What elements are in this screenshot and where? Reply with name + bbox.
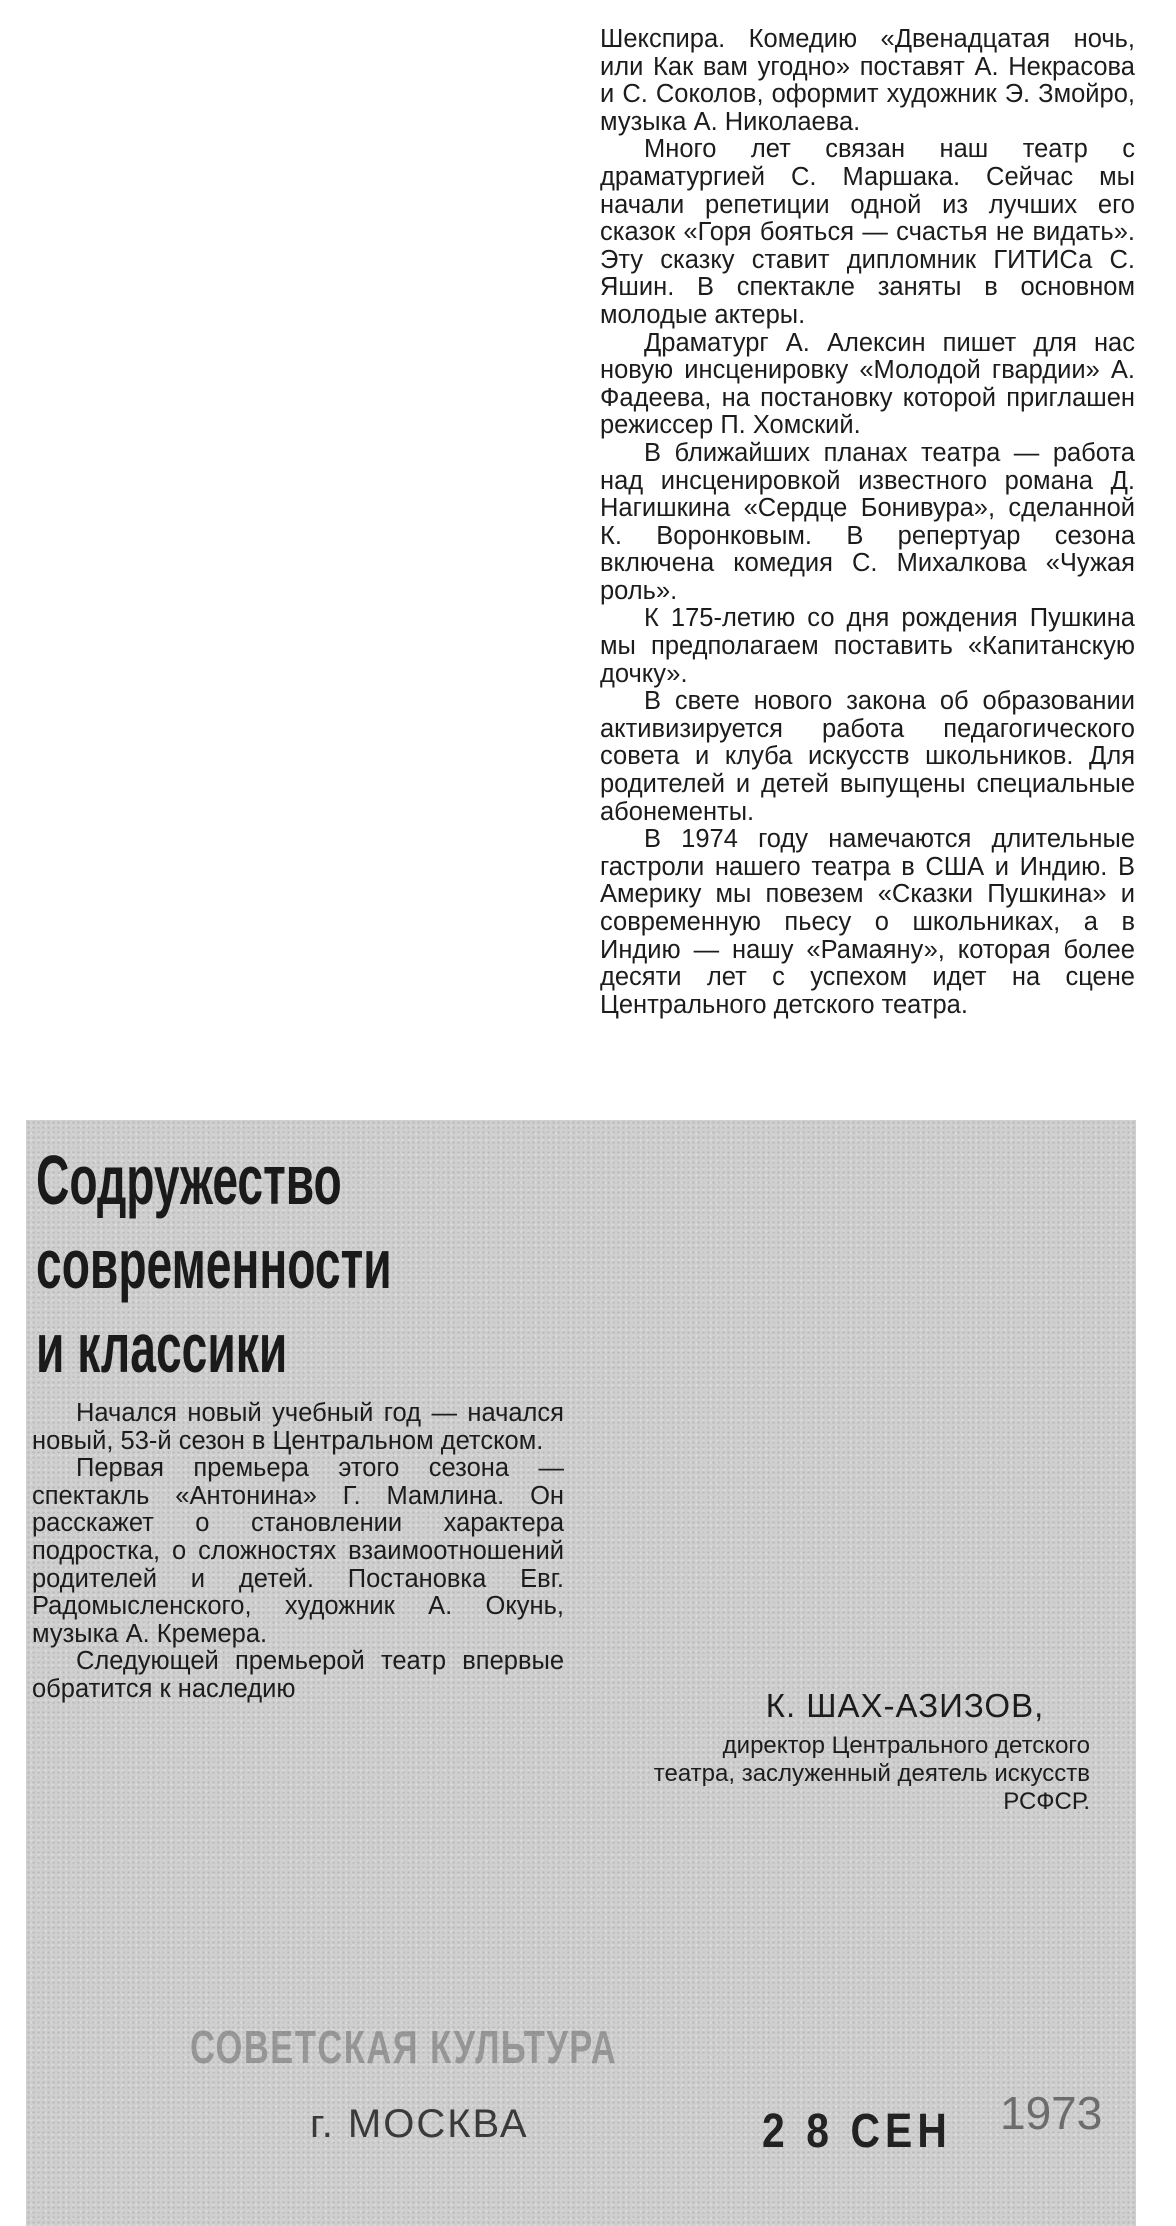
paragraph: Первая премьера этого сезона — спектакль «Антонина» Г. Мамлина. Он расскажет о становлении характера подростка, о сложностях взаимоотношений родителей и детей. Постановка Евг. Радомысленского, художник А. Окунь, музыка А. Кремера. [32, 1454, 564, 1648]
newspaper-title-stamp: СОВЕТСКАЯ КУЛЬТУРА [190, 2021, 618, 2073]
author-signature [640, 1686, 1110, 1816]
headline-line: Содружество [36, 1141, 342, 1219]
author-name: К. ШАХ-АЗИЗОВ, [765, 1687, 1045, 1724]
article-headline [36, 1138, 392, 1390]
paragraph: Много лет связан наш театр с драматургией С. Маршака. Сейчас мы начали репетиции одной из лучших его сказок «Горя бояться — счастья не видать». Эту сказку ставит дипломник ГИТИСа С. Яшин. В спектакле заняты в основном молодые актеры. [600, 135, 1135, 329]
date-stamp: 2 8 СЕН [762, 2105, 952, 2158]
headline-line: и классики [36, 1309, 288, 1387]
paragraph: К 175-летию со дня рождения Пушкина мы предполагаем поставить «Капитанскую дочку». [600, 604, 1135, 688]
paragraph: Драматург А. Алексин пишет для нас новую инсценировку «Молодой гвардии» А. Фадеева, на постановку которой приглашен режиссер П. Хомский. [600, 328, 1135, 440]
paragraph: Начался новый учебный год — начался новый, 53-й сезон в Центральном детском. [32, 1399, 564, 1455]
article-text-left-column [32, 1400, 564, 1704]
paragraph: В 1974 году намечаются длительные гастроли нашего театра в США и Индию. В Америку мы повезем «Сказки Пушкина» и современную пьесу о школьниках, а в Индию — нашу «Рамаяну», которая более десяти лет с успехом идет на сцене Центрального детского театра. [600, 825, 1135, 1019]
article-text-right-column [600, 26, 1135, 1019]
author-role: директор Центрального детского театра, заслуженный деятель искусств РСФСР. [653, 1732, 1090, 1815]
paragraph: В свете нового закона об образовании активизируется работа педагогического совета и клуба искусств школьников. Для родителей и детей выпущены специальные абонементы. [600, 687, 1135, 826]
paragraph: Шекспира. Комедию «Двенадцатая ночь, или Как вам угодно» поставят А. Некрасова и С. Соколов, оформит художник Э. Змойро, музыка А. Николаева. [600, 25, 1135, 136]
paragraph: Следующей премьерой театр впервые обратится к наследию [32, 1647, 564, 1703]
city-stamp: г. МОСКВА [310, 2102, 529, 2146]
headline-line: современности [36, 1225, 392, 1303]
year-stamp: 1973 [1000, 2087, 1103, 2139]
paragraph: В ближайших планах театра — работа над инсценировкой известного романа Д. Нагишкина «Сердце Бонивура», сделанной К. Воронковым. В репертуар сезона включена комедия С. Михалкова «Чужая роль». [600, 438, 1135, 605]
